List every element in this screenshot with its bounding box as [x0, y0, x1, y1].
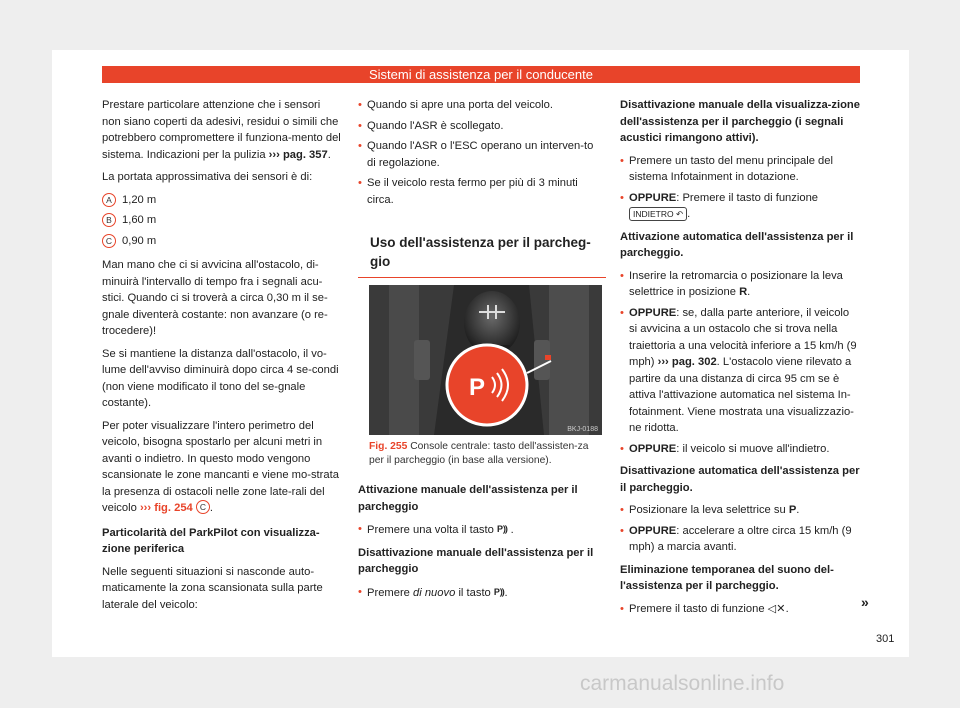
paragraph: Man mano che ci si avvicina all'ostacolo, di-minuirà l'intervallo di tempo fra i segnali acu-stici. Quando ci si troverà a circa 0,30 m il se-gnale diventerà costante: non avanzare (o re-trocedere)! — [102, 259, 328, 337]
list-item: • OPPURE: Premere il tasto di funzione INDIETRO ↶ . — [620, 190, 860, 223]
park-assist-icon: P⸩ — [496, 524, 508, 534]
figure-reference-link[interactable]: ››› fig. 254 — [139, 502, 193, 514]
continue-marker: » — [861, 594, 869, 610]
paragraph: Prestare particolare attenzione che i sensori non siano coperti da adesivi, residui o simili che potrebbero compromettere il funziona-mento del sistema. Indicazioni per la pulizia ››› pag. 357. — [102, 99, 341, 161]
list-item: • OPPURE: accelerare a oltre circa 15 km/h (9 mph) a marcia avanti. — [620, 523, 860, 556]
list-item: • Quando si apre una porta del veicolo. — [358, 97, 603, 114]
list-item: • Inserire la retromarcia o posizionare la leva selettrice in posizione R. — [620, 268, 860, 301]
distance-item: B 1,60 m — [102, 212, 342, 229]
svg-text:P: P — [469, 374, 486, 401]
list-item: • Premere una volta il tasto P⸩ . — [358, 521, 603, 539]
page-reference-link[interactable]: ››› pag. 302 — [657, 356, 717, 368]
subheading: Particolarità del ParkPilot con visualizza-zione periferica — [102, 526, 320, 555]
column-2 — [358, 97, 603, 212]
list-item: • OPPURE: se, dalla parte anteriore, il veicolo si avvicina a un ostacolo che si trova nella traiettoria a una velocità inferiore a 15 km/h (9 mph) ››› pag. 302. L'ostacolo viene rilevato a partire da una distanza di circa 95 cm se è attiva l'attivazione automatica nel sistema In-fotainment. Viene mostrata una visualizzazio-ne ridotta. — [620, 305, 860, 437]
subheading: Disattivazione manuale della visualizza-zione dell'assistenza per il parcheggio (i segnali acustici rimangono attivi). — [620, 99, 860, 144]
figure-code: BKJ-0188 — [567, 426, 598, 433]
figure-caption: Fig. 255 Console centrale: tasto dell'assisten-za per il parcheggio (in base alla versione). — [369, 441, 589, 466]
list-item: • Premere un tasto del menu principale del sistema Infotainment in dotazione. — [620, 153, 860, 186]
console-illustration — [369, 285, 602, 435]
list-item: • OPPURE: il veicolo si muove all'indietro. — [620, 441, 860, 458]
section-title: Uso dell'assistenza per il parcheg-gio — [370, 235, 591, 269]
page-reference-link[interactable]: ››› pag. 357 — [268, 148, 328, 161]
subheading: Attivazione manuale dell'assistenza per il parcheggio — [358, 484, 578, 513]
page-header: Sistemi di assistenza per il conducente — [102, 66, 860, 83]
back-function-button[interactable]: INDIETRO ↶ — [629, 207, 687, 221]
page-number: 301 — [876, 633, 895, 645]
callout-c-icon: C — [196, 500, 210, 514]
subheading: Eliminazione temporanea del suono del-l'assistenza per il parcheggio. — [620, 563, 834, 592]
watermark: carmanualsonline.info — [580, 672, 785, 695]
distance-item: C 0,90 m — [102, 233, 342, 250]
subheading: Attivazione automatica dell'assistenza per il parcheggio. — [620, 230, 854, 259]
paragraph: Se si mantiene la distanza dall'ostacolo, il vo-lume dell'avviso diminuirà dopo circa 4 se-condi (non viene modificato il tono del se-gnale costante). — [102, 347, 339, 409]
paragraph: Per poter visualizzare l'intero perimetro del veicolo, bisogna spostarlo per alcuni metri in avanti o indietro. In questo modo vengono scansionate le zone mancanti e viene mo-strata la presenza di ostacoli nelle zone late-rali del veicolo ››› fig. 254 C . — [102, 419, 339, 514]
subheading: Disattivazione automatica dell'assistenza per il parcheggio. — [620, 465, 860, 494]
list-item: • Premere di nuovo il tasto P⸩. — [358, 584, 603, 602]
back-arrow-icon: ↶ — [676, 209, 684, 220]
list-item: • Quando l'ASR è scollegato. — [358, 118, 603, 135]
section-heading-block — [358, 233, 605, 278]
console-figure — [369, 285, 602, 435]
park-assist-icon: P⸩ — [493, 586, 505, 597]
paragraph: La portata approssimativa dei sensori è di: — [102, 171, 313, 183]
section-divider — [358, 277, 606, 278]
paragraph: Nelle seguenti situazioni si nasconde auto-maticamente la zona scansionata sulla parte laterale del veicolo: — [102, 565, 323, 611]
column-1 — [102, 97, 342, 619]
list-item: • Se il veicolo resta fermo per più di 3 minuti circa. — [358, 175, 603, 208]
subheading: Disattivazione manuale dell'assistenza per il parcheggio — [358, 546, 594, 575]
list-item: • Premere il tasto di funzione ◁✕. — [620, 601, 860, 618]
distance-item: A 1,20 m — [102, 192, 342, 209]
column-2-lower — [358, 482, 603, 605]
column-3 — [620, 97, 860, 621]
mute-sound-icon: ◁✕ — [767, 602, 786, 615]
list-item: • Posizionare la leva selettrice su P. — [620, 502, 860, 519]
list-item: • Quando l'ASR o l'ESC operano un interven-to di regolazione. — [358, 138, 603, 171]
